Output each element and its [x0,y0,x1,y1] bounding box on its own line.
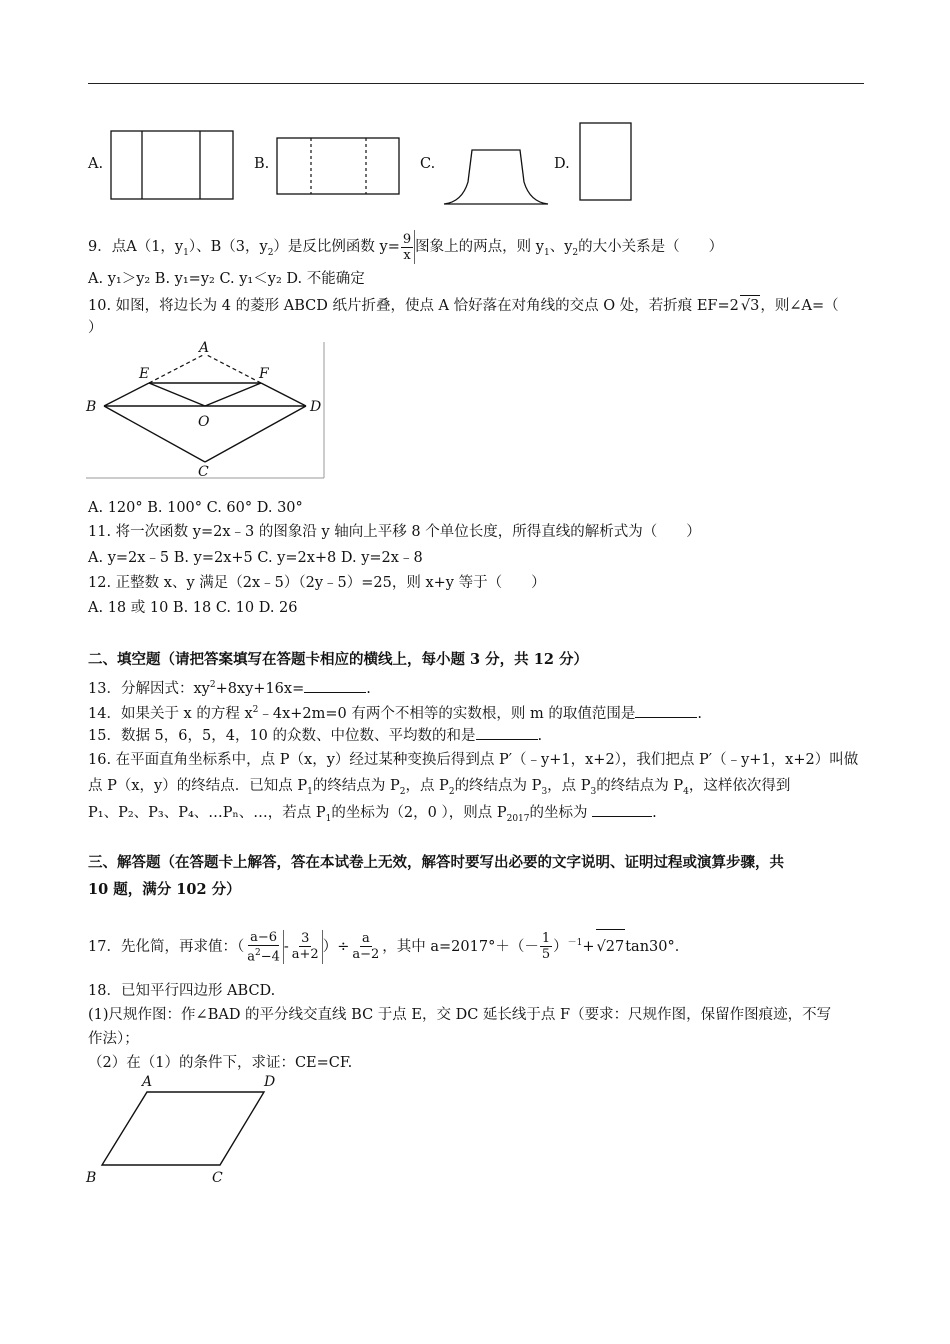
q18-label-c: C [212,1170,223,1186]
q8-option-b-label: B. [254,156,270,172]
q18-parallelogram [102,1092,264,1165]
q10-dash-ea [149,354,205,383]
q10-rhombus-figure [84,338,330,486]
q10-dash-fa [205,354,261,383]
q18-parallelogram-figure [84,1072,280,1188]
section-3-heading-line1: 三、解答题（在答题卡上解答，答在本试卷上无效，解答时要写出必要的文字说明、证明过程或演算步骤，共 [88,854,784,871]
q8-figure-c [440,142,554,208]
q12-stem: 12. 正整数 x、y 满足（2x﹣5）（2y﹣5）=25，则 x+y 等于（ ） [88,575,546,591]
section-2-heading: 二、填空题（请把答案填写在答题卡相应的横线上，每小题 3 分，共 12 分） [88,651,588,668]
q10-label-d: D [310,399,322,415]
q17: 17．先化简，再求值：（ $\frac{a-6}{a^2-4}$ - $\frac{3}{a+2}$ ）÷ $\frac{a}{a-2}$ ，其中 a=2017°＋（－ $\frac{1}{5}$ ）$^{-1}$+ √27tan30°． [88,929,690,964]
q17-fraction-3: $\frac{a}{a-2}$ [352,931,380,963]
q10-label-a: A [199,340,210,356]
q13-answer-blank [304,678,366,693]
q8-c-shape [444,150,548,204]
q10-label-o: O [198,414,210,430]
q16-answer-blank [592,802,652,817]
q12-options: A. 18 或 10 B. 18 C. 10 D. 26 [88,600,298,616]
q18-line3: 作法）； [88,1031,139,1047]
q10-options: A. 120° B. 100° C. 60° D. 30° [88,500,303,516]
q16-line3: P₁、P₂、P₃、P₄、…Pₙ、…，若点 $P_1$的坐标为（2，0 ），则点 $P_{2017}$的坐标为 . [88,802,657,829]
q17-fraction-4: $\frac{1}{5}$ [541,931,551,963]
q10-label-f: F [259,366,269,382]
q8-a-outline [111,131,233,199]
q15: 15．数据 5，6，5，4，10 的众数、中位数、平均数的和是 . [88,725,542,746]
q8-option-a-label: A. [88,156,104,172]
q8-d-outline [580,123,631,200]
q16-line1: 16. 在平面直角坐标系中，点 P（x，y）经过某种变换后得到点 P′（﹣y+1，x+2），我们把点 P′（﹣y+1，x+2）叫做 [88,752,859,768]
q18-line4: （2）在（1）的条件下，求证：CE=CF. [88,1055,353,1071]
q10-side-dc [205,406,306,462]
q8-b-outline [277,138,399,194]
q10-stem-line2: ） [88,320,103,336]
q15-answer-blank [476,725,538,740]
q18-label-b: B [86,1170,97,1186]
q13: 13．分解因式：$xy^2+8xy+16x=$ . [88,675,371,699]
q10-sqrt: √3 [740,295,760,316]
q18-label-a: A [142,1074,153,1090]
q8-option-d-label: D. [554,156,570,172]
q8-option-c-label: C. [420,156,436,172]
section-3-heading-line2: 10 题，满分 102 分） [88,881,241,898]
q16-line2: 点 P（x，y）的终结点．已知点 $P_1$的终结点为 $P_2$，点 $P_2$的终结点为 $P_3$，点 $P_3$的终结点为 $P_4$，这样依次得到 [88,778,791,797]
q10-fold-fo [205,383,261,406]
q10-label-e: E [139,366,150,382]
q8-figure-a [108,128,236,202]
q10-fold-eo [149,383,205,406]
q10-label-b: B [86,399,97,415]
q10-side-be [104,383,149,406]
q11-options: A. y=2x﹣5 B. y=2x+5 C. y=2x+8 D. y=2x﹣8 [88,550,423,566]
q11-stem: 11. 将一次函数 y=2x﹣3 的图象沿 y 轴向上平移 8 个单位长度，所得直线的解析式为（ ） [88,524,701,540]
q17-sqrt: √27 [596,929,626,964]
q18-line1: 18．已知平行四边形 ABCD. [88,983,276,999]
q17-fraction-2: $\frac{3}{a+2}$ [291,931,319,963]
q14: 14．如果关于 x 的方程 $x^2﹣4x+2m=0$ 有两个不相等的实数根，则 m 的取值范围是 . [88,700,702,724]
q14-answer-blank [635,703,697,718]
q9-fraction: $\frac{9}{x}$ [402,231,412,263]
q9-options: A. y₁＞y₂ B. y₁=y₂ C. y₁＜y₂ D. 不能确定 [88,271,365,287]
q17-fraction-1: $\frac{a-6}{a^2-4}$ [247,929,280,964]
header-rule [88,83,864,84]
q18-label-d: D [264,1074,276,1090]
q10-label-c: C [198,464,209,480]
q10-side-bc [104,406,205,462]
q18-line2: (1)尺规作图：作∠BAD 的平分线交直线 BC 于点 E，交 DC 延长线于点 F（要求：尺规作图，保留作图痕迹，不写 [88,1007,832,1023]
q8-figure-b [274,135,402,197]
q10-side-fd [261,383,306,406]
q10-stem-line1: 10. 如图，将边长为 4 的菱形 ABCD 纸片折叠，使点 A 恰好落在对角线的交点 O 处，若折痕 EF=2 √3，则∠A=（ [88,295,839,316]
q8-figure-d [577,120,635,204]
q9-stem: 9．点A（1，$y_1$）、B（3，$y_2$）是反比例函数 y= $\frac{9}{x}$ 图象上的两点，则 $y_1$、$y_2$的大小关系是（ ） [88,231,724,263]
